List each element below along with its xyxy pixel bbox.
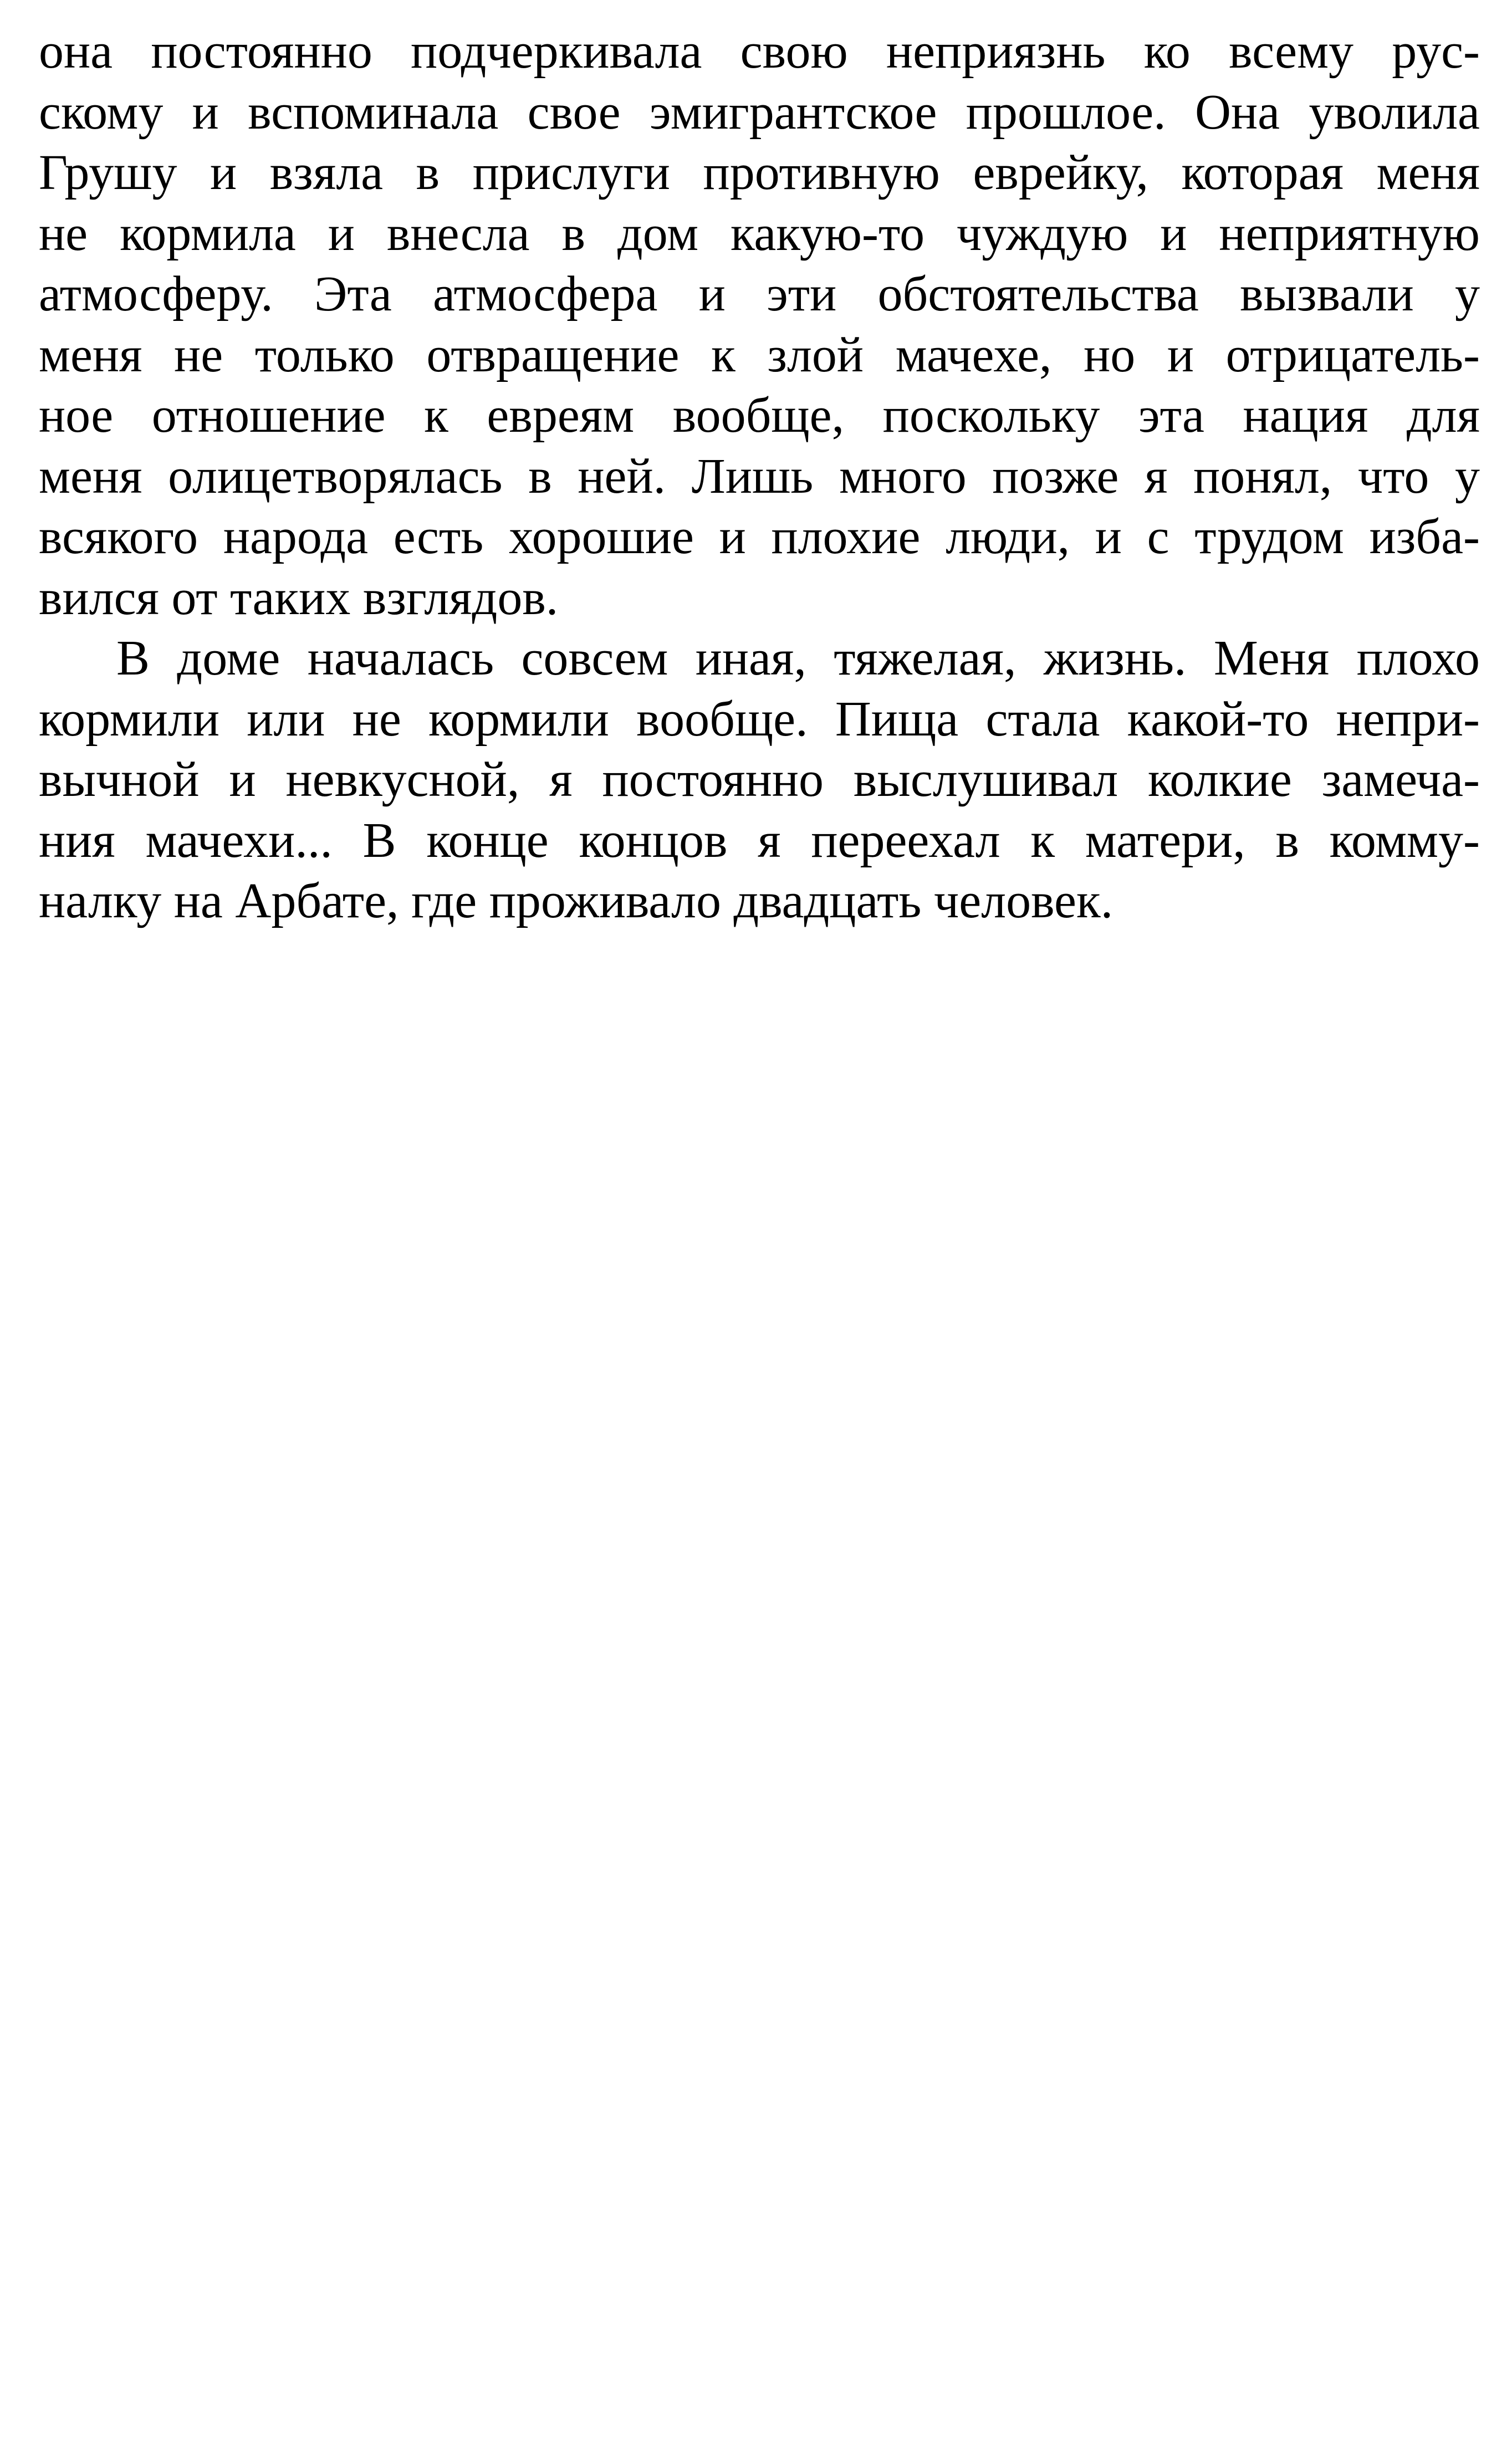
text-line: Грушу и взяла в прислуги противную еврейку, которая меня	[39, 145, 1480, 200]
paragraph-2	[39, 628, 1480, 932]
text-line: атмосферу. Эта атмосфера и эти обстоятельства вызвали у	[39, 267, 1480, 321]
paragraph-1	[39, 21, 1480, 628]
text-line: кормили или не кормили вообще. Пища стала какой-то непри-	[39, 691, 1480, 747]
text-line: она постоянно подчеркивала свою неприязнь ко всему рус-	[39, 24, 1480, 79]
text-line: скому и вспоминала свое эмигрантское прошлое. Она уволила	[39, 84, 1480, 140]
text-line: не кормила и внесла в дом какую-то чуждую и неприятную	[39, 206, 1480, 261]
text-line: В доме началась совсем иная, тяжелая, жизнь. Меня плохо	[116, 631, 1480, 686]
page-text	[39, 21, 1480, 932]
text-line: меня олицетворялась в ней. Лишь много позже я понял, что у	[39, 448, 1480, 504]
text-line: меня не только отвращение к злой мачехе, но и отрицатель-	[39, 327, 1480, 382]
text-line: ния мачехи... В конце концов я переехал к матери, в комму-	[39, 813, 1480, 868]
text-line: всякого народа есть хорошие и плохие люди, и с трудом изба-	[39, 509, 1480, 564]
text-line: ное отношение к евреям вообще, поскольку эта нация для	[39, 388, 1480, 443]
text-line: налку на Арбате, где проживало двадцать человек.	[39, 873, 1113, 928]
text-line: вычной и невкусной, я постоянно выслушивал колкие замеча-	[39, 752, 1480, 807]
text-line: вился от таких взглядов.	[39, 570, 559, 625]
